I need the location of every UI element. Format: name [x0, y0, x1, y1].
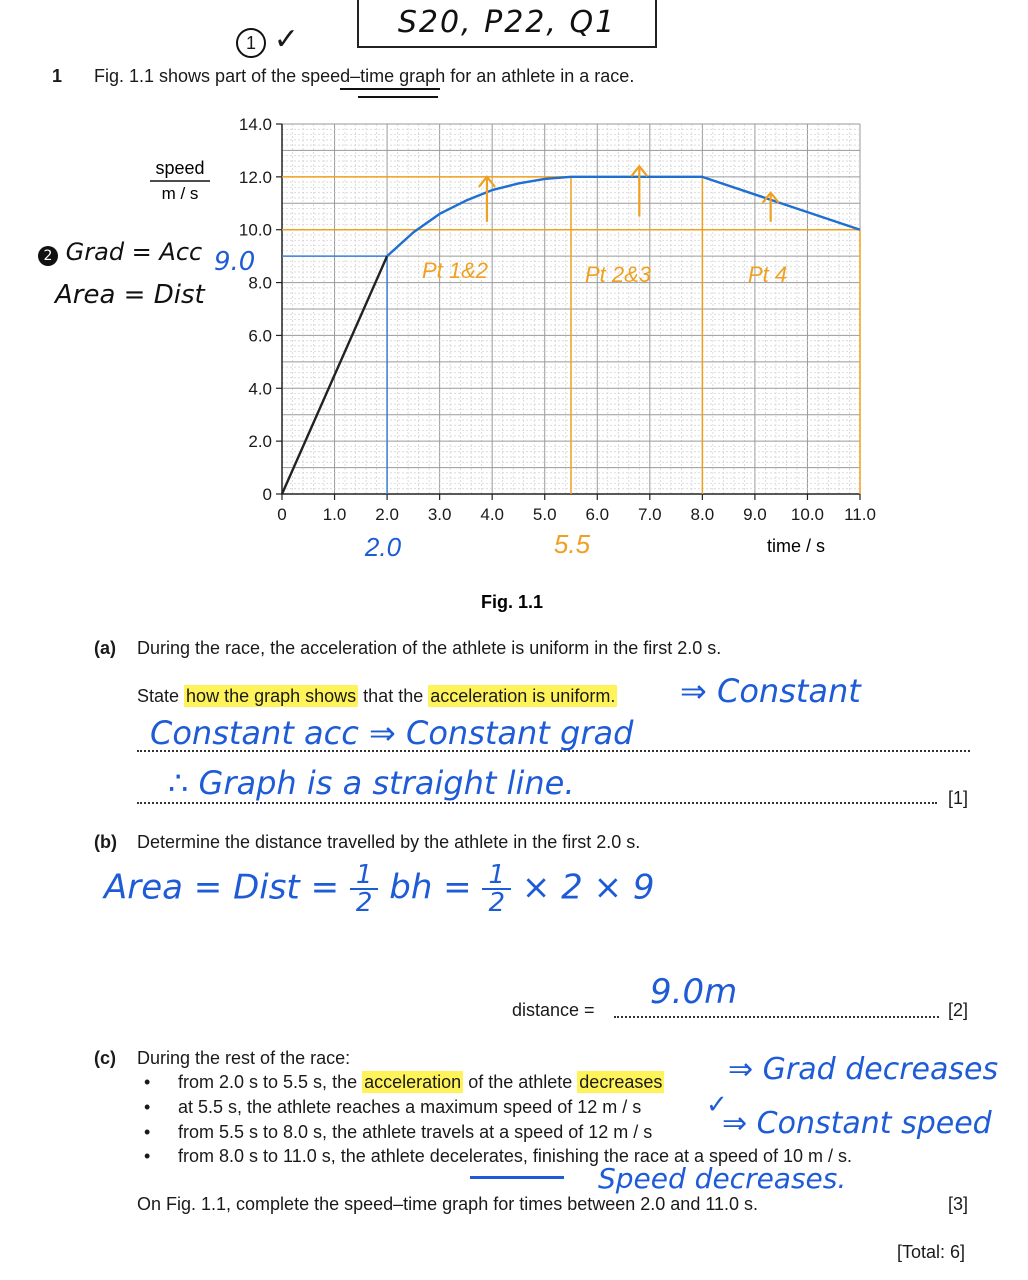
bullet-3: • [144, 1122, 151, 1142]
side-note-area: Area = Dist [55, 280, 205, 310]
check-icon: ✓ [273, 23, 299, 56]
part-a-text: During the race, the acceleration of the athlete is uniform in the first 2.0 s. [137, 638, 722, 658]
part-b-working: Area = Dist = $\frac{1}{2}$ bh = $\frac{1}{2}$ × 2 × 9 [104, 860, 655, 918]
handwritten-part-3: Pt 4 [748, 262, 788, 287]
highlight-decreases: decreases [579, 1072, 663, 1092]
bullet-2-text: at 5.5 s, the athlete reaches a maximum speed of 12 m / s [178, 1097, 642, 1117]
part-c-label: (c) [94, 1048, 116, 1068]
distance-label: distance = [512, 1000, 595, 1020]
question-number: 1 [52, 66, 63, 86]
bullet-4: • [144, 1146, 151, 1166]
total-marks: [Total: 6] [897, 1242, 966, 1262]
bullet-4-note: Speed decreases. [598, 1162, 847, 1195]
distance-answer: 9.0m [650, 972, 738, 1012]
part-b-text: Determine the distance travelled by the athlete in the first 2.0 s. [137, 832, 641, 852]
y-label-speed: speed [155, 158, 205, 178]
series-line-2 [387, 177, 860, 256]
figure-caption: Fig. 1.1 [480, 592, 544, 612]
bullet-1: • [144, 1072, 151, 1092]
handwritten-x-value-2: 5.5 [553, 529, 591, 559]
fraction-numerator-2: 1 [482, 862, 511, 890]
highlight-acceleration-c: acceleration [364, 1072, 462, 1092]
handwritten-part-2: Pt 2&3 [585, 262, 652, 287]
y-tick-label: 14.0 [238, 115, 272, 134]
part-a-state: State how the graph shows that the acceleration is uniform. [137, 686, 616, 706]
highlight-acceleration: acceleration is uniform. [430, 686, 616, 706]
bullet-1-note: ⇒ Grad decreases [728, 1052, 999, 1087]
x-tick-label: 6.0 [585, 505, 610, 524]
highlight-how: how the graph shows [186, 686, 357, 706]
x-tick-label: 5.0 [532, 505, 557, 524]
x-tick-label: 4.0 [480, 505, 505, 524]
part-c-instruction: On Fig. 1.1, complete the speed–time graph for times between 2.0 and 11.0 s. [137, 1194, 759, 1214]
y-tick-label: 0 [262, 485, 272, 504]
x-tick-label: 9.0 [743, 505, 767, 524]
speed-time-graph [0, 0, 1028, 620]
y-tick-label: 8.0 [248, 273, 272, 293]
part-a-marks: [1] [948, 788, 969, 808]
x-tick-label: 3.0 [427, 505, 452, 524]
y-tick-label: 12.0 [238, 167, 272, 187]
distance-answer-line [614, 1016, 939, 1018]
bullet-3-note: ⇒ Constant speed [722, 1106, 992, 1141]
y-tick-label: 10.0 [238, 220, 272, 240]
y-label-unit: m / s [161, 184, 199, 203]
y-tick-label: 6.0 [248, 326, 272, 346]
part-a-answer-2: ∴ Graph is a straight line. [168, 764, 575, 802]
fraction-denominator-2: 2 [488, 888, 506, 918]
decelerates-underline [470, 1176, 564, 1179]
y-tick-label: 4.0 [248, 379, 272, 399]
part-a-note: ⇒ Constant [680, 672, 861, 710]
handwritten-x-value-1: 2.0 [364, 532, 402, 562]
bullet-2-check-icon: ✓ [706, 1090, 728, 1120]
part-c-intro: During the rest of the race: [137, 1048, 351, 1068]
handwritten-part-1: Pt 1&2 [422, 258, 489, 283]
bullet-1-text: from 2.0 s to 5.5 s, the acceleration of the athlete decreases [178, 1072, 663, 1092]
part-b-label: (b) [94, 832, 117, 852]
x-tick-label: 7.0 [637, 505, 662, 524]
answer-line-a2 [137, 802, 937, 804]
side-note-number: 2 [38, 246, 58, 266]
x-tick-label: 2.0 [375, 505, 399, 524]
bullet-3-text: from 5.5 s to 8.0 s, the athlete travels at a speed of 12 m / s [178, 1122, 653, 1142]
fraction-denominator: 2 [355, 888, 373, 918]
bullet-2: • [144, 1097, 151, 1117]
part-a-label: (a) [94, 638, 116, 658]
y-tick-label: 2.0 [248, 432, 272, 452]
question-intro: Fig. 1.1 shows part of the speed–time graph for an athlete in a race. [94, 66, 635, 86]
part-b-marks: [2] [948, 1000, 969, 1020]
handwritten-y-value: 9.0 [214, 247, 256, 277]
bullet-4-text: from 8.0 s to 11.0 s, the athlete decelerates, finishing the race at a speed of 10 m / s. [178, 1146, 853, 1166]
reference-box: S20, P22, Q1 [357, 0, 657, 48]
x-tick-label: 10.0 [790, 505, 825, 524]
circle-number: 1 [236, 28, 266, 58]
part-c-marks: [3] [948, 1194, 969, 1214]
side-note-grad: 2 Grad = Acc [38, 238, 202, 266]
part-a-answer-1: Constant acc ⇒ Constant grad [150, 714, 634, 752]
x-axis-label: time / s [766, 536, 826, 556]
x-tick-label: 8.0 [690, 505, 715, 524]
x-tick-label: 11.0 [844, 505, 876, 524]
x-tick-label: 0 [277, 505, 287, 524]
fraction-numerator: 1 [350, 862, 379, 890]
x-tick-label: 1.0 [322, 505, 347, 524]
